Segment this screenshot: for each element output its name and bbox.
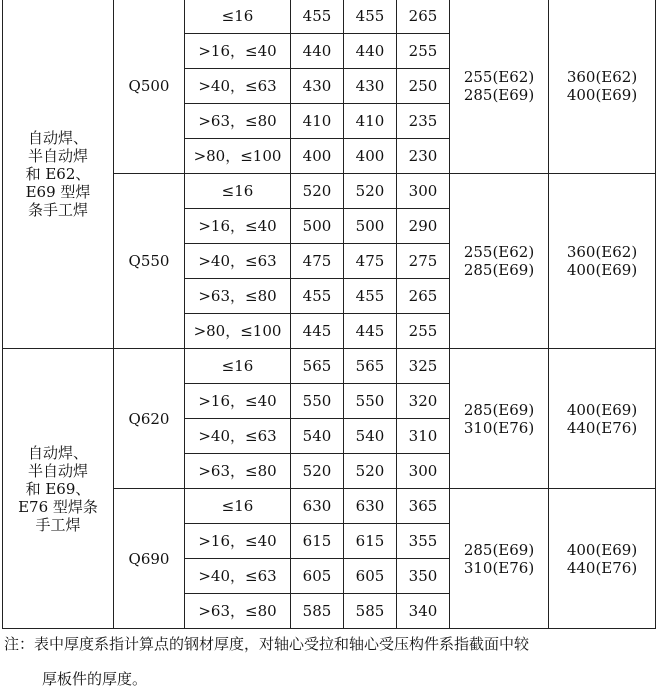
strength-value-cell: 540 bbox=[344, 419, 397, 454]
strength-value-cell: 615 bbox=[291, 524, 344, 559]
note-line-1: 注：表中厚度系指计算点的钢材厚度，对轴心受拉和轴心受压构件系指截面中较 bbox=[4, 635, 530, 653]
steel-grade-cell: Q620 bbox=[114, 349, 185, 489]
cell-line: 360(E62) bbox=[566, 243, 638, 261]
strength-value-cell: 585 bbox=[291, 594, 344, 629]
strength-value-cell: 350 bbox=[397, 559, 450, 594]
strength-value-cell: 355 bbox=[397, 524, 450, 559]
thickness-cell: >40，≤63 bbox=[185, 69, 291, 104]
strength-value-cell: 445 bbox=[344, 314, 397, 349]
fillet-strength-cell bbox=[450, 489, 549, 629]
strength-value-cell: 320 bbox=[397, 384, 450, 419]
thickness-cell: ≤16 bbox=[185, 349, 291, 384]
strength-value-cell: 445 bbox=[291, 314, 344, 349]
cell-line: 和 E69、 bbox=[25, 479, 91, 498]
strength-value-cell: 500 bbox=[344, 209, 397, 244]
cell-line: 440(E76) bbox=[566, 418, 638, 437]
strength-value-cell: 455 bbox=[291, 279, 344, 314]
cell-line: 285(E69) bbox=[463, 86, 535, 104]
strength-value-cell: 290 bbox=[397, 209, 450, 244]
cell-line: E76 型焊条 bbox=[18, 497, 98, 516]
cell-line: 手工焊 bbox=[35, 515, 81, 534]
fillet-strength-cell bbox=[450, 0, 549, 174]
strength-value-cell: 630 bbox=[291, 489, 344, 524]
fillet-strength-cell bbox=[450, 349, 549, 489]
strength-value-cell: 500 bbox=[291, 209, 344, 244]
strength-value-cell: 520 bbox=[344, 174, 397, 209]
strength-value-cell: 265 bbox=[397, 0, 450, 34]
fillet-strength-cell bbox=[549, 349, 656, 489]
strength-value-cell: 455 bbox=[344, 0, 397, 34]
strength-value-cell: 400 bbox=[344, 139, 397, 174]
strength-value-cell: 255 bbox=[397, 314, 450, 349]
strength-value-cell: 300 bbox=[397, 454, 450, 489]
cell-line: 400(E69) bbox=[566, 261, 638, 279]
cell-line: 自动焊、 bbox=[27, 128, 88, 147]
cell-line: 310(E76) bbox=[463, 558, 535, 577]
welding-method-cell bbox=[3, 0, 114, 349]
strength-value-cell: 630 bbox=[344, 489, 397, 524]
table-row bbox=[3, 0, 656, 34]
strength-value-cell: 605 bbox=[291, 559, 344, 594]
thickness-cell: ≤16 bbox=[185, 174, 291, 209]
strength-value-cell: 550 bbox=[291, 384, 344, 419]
strength-value-cell: 475 bbox=[344, 244, 397, 279]
welding-method-cell bbox=[3, 349, 114, 629]
weld-strength-table bbox=[2, 0, 656, 629]
strength-value-cell: 520 bbox=[344, 454, 397, 489]
cell-line: 条手工焊 bbox=[27, 200, 88, 219]
strength-value-cell: 455 bbox=[344, 279, 397, 314]
table-row bbox=[3, 349, 656, 384]
thickness-cell: >63，≤80 bbox=[185, 279, 291, 314]
thickness-cell: >16，≤40 bbox=[185, 34, 291, 69]
strength-value-cell: 325 bbox=[397, 349, 450, 384]
fillet-strength-cell bbox=[549, 489, 656, 629]
strength-value-cell: 410 bbox=[344, 104, 397, 139]
cell-line: 半自动焊 bbox=[27, 461, 88, 480]
thickness-cell: >40，≤63 bbox=[185, 419, 291, 454]
strength-value-cell: 230 bbox=[397, 139, 450, 174]
cell-line: 440(E76) bbox=[566, 558, 638, 577]
thickness-cell: ≤16 bbox=[185, 489, 291, 524]
steel-grade-cell: Q550 bbox=[114, 174, 185, 349]
strength-value-cell: 520 bbox=[291, 174, 344, 209]
note-line-2: 厚板件的厚度。 bbox=[42, 670, 148, 688]
cell-line: 360(E62) bbox=[566, 68, 638, 86]
thickness-cell: >16，≤40 bbox=[185, 209, 291, 244]
cell-line: 255(E62) bbox=[463, 243, 535, 261]
steel-grade-cell: Q500 bbox=[114, 0, 185, 174]
strength-value-cell: 585 bbox=[344, 594, 397, 629]
strength-value-cell: 520 bbox=[291, 454, 344, 489]
thickness-cell: >16，≤40 bbox=[185, 384, 291, 419]
strength-value-cell: 430 bbox=[291, 69, 344, 104]
cell-line: 285(E69) bbox=[463, 261, 535, 279]
thickness-cell: >63，≤80 bbox=[185, 594, 291, 629]
steel-grade-cell: Q690 bbox=[114, 489, 185, 629]
thickness-cell: ≤16 bbox=[185, 0, 291, 34]
fillet-strength-cell bbox=[549, 174, 656, 349]
strength-value-cell: 410 bbox=[291, 104, 344, 139]
cell-line: 310(E76) bbox=[463, 418, 535, 437]
cell-line: 285(E69) bbox=[463, 400, 535, 419]
strength-value-cell: 565 bbox=[291, 349, 344, 384]
strength-value-cell: 615 bbox=[344, 524, 397, 559]
strength-value-cell: 310 bbox=[397, 419, 450, 454]
strength-value-cell: 455 bbox=[291, 0, 344, 34]
thickness-cell: >40，≤63 bbox=[185, 244, 291, 279]
cell-line: 400(E69) bbox=[566, 540, 638, 559]
strength-value-cell: 565 bbox=[344, 349, 397, 384]
thickness-cell: >63，≤80 bbox=[185, 454, 291, 489]
thickness-cell: >40，≤63 bbox=[185, 559, 291, 594]
fillet-strength-cell bbox=[549, 0, 656, 174]
strength-value-cell: 430 bbox=[344, 69, 397, 104]
strength-value-cell: 365 bbox=[397, 489, 450, 524]
strength-value-cell: 440 bbox=[344, 34, 397, 69]
cell-line: 285(E69) bbox=[463, 540, 535, 559]
strength-value-cell: 400 bbox=[291, 139, 344, 174]
strength-value-cell: 255 bbox=[397, 34, 450, 69]
strength-value-cell: 550 bbox=[344, 384, 397, 419]
strength-value-cell: 475 bbox=[291, 244, 344, 279]
strength-value-cell: 540 bbox=[291, 419, 344, 454]
strength-value-cell: 605 bbox=[344, 559, 397, 594]
strength-value-cell: 340 bbox=[397, 594, 450, 629]
cell-line: 半自动焊 bbox=[27, 146, 88, 165]
cell-line: 和 E62、 bbox=[25, 164, 91, 183]
thickness-cell: >80，≤100 bbox=[185, 139, 291, 174]
cell-line: 400(E69) bbox=[566, 86, 638, 104]
strength-value-cell: 300 bbox=[397, 174, 450, 209]
cell-line: 自动焊、 bbox=[27, 443, 88, 462]
strength-value-cell: 265 bbox=[397, 279, 450, 314]
strength-value-cell: 250 bbox=[397, 69, 450, 104]
cell-line: E69 型焊 bbox=[25, 182, 91, 201]
table-note bbox=[4, 627, 654, 697]
strength-value-cell: 235 bbox=[397, 104, 450, 139]
cell-line: 400(E69) bbox=[566, 400, 638, 419]
thickness-cell: >80，≤100 bbox=[185, 314, 291, 349]
fillet-strength-cell bbox=[450, 174, 549, 349]
strength-value-cell: 440 bbox=[291, 34, 344, 69]
thickness-cell: >16，≤40 bbox=[185, 524, 291, 559]
cell-line: 255(E62) bbox=[463, 68, 535, 86]
strength-value-cell: 275 bbox=[397, 244, 450, 279]
thickness-cell: >63，≤80 bbox=[185, 104, 291, 139]
